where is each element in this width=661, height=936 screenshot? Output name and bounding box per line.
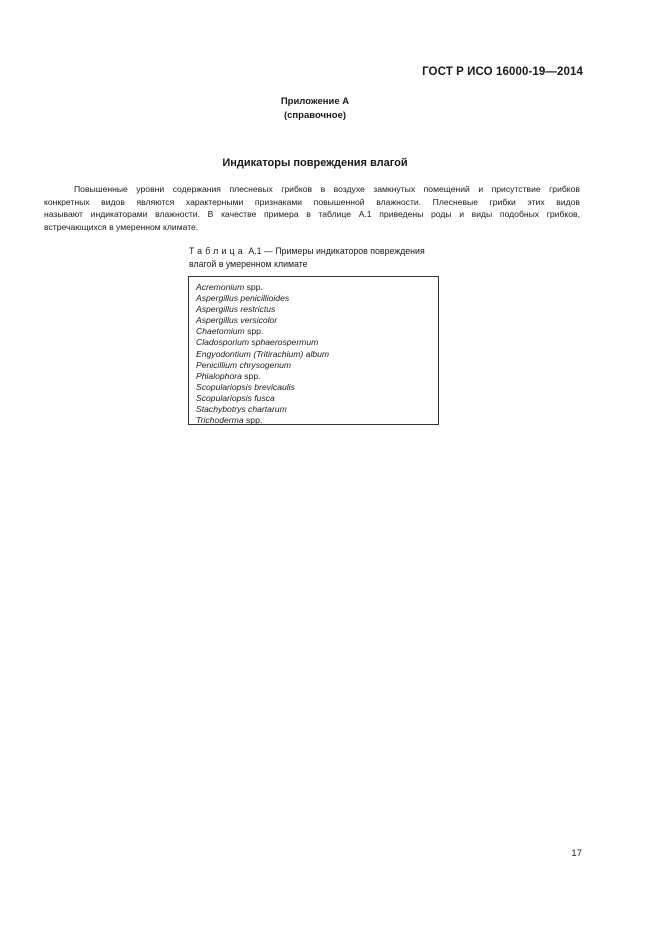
- table-row: [196, 349, 438, 360]
- species-name: Penicillium chrysogenum: [196, 359, 292, 370]
- table-row: [196, 326, 438, 337]
- species-name: Aspergillus penicillioides: [196, 293, 290, 304]
- table-row: [196, 337, 438, 348]
- species-suffix: spp.: [244, 326, 264, 337]
- species-name: Aspergillus restrictus: [196, 304, 276, 315]
- table-row: [196, 404, 438, 415]
- species-name: Cladosporium sphaerospermum: [196, 337, 319, 348]
- table-row: [196, 382, 438, 393]
- table-row: [196, 371, 438, 382]
- annex-status: (справочное): [283, 110, 347, 121]
- body-line-3: называют индикаторами влажности. В качестве примера в таблице А.1 приведены роды и виды подобных грибков,: [44, 209, 580, 220]
- table-caption-label: Таблица: [189, 246, 246, 256]
- species-suffix: spp.: [244, 282, 263, 292]
- species-name: Stachybotrys chartarum: [196, 404, 287, 415]
- species-suffix: spp.: [241, 370, 261, 381]
- body-paragraph: [44, 183, 580, 233]
- table-row: [196, 360, 438, 371]
- annex-heading: [0, 95, 630, 123]
- table-caption-number: А.1 — Примеры индикаторов повреждения: [248, 246, 425, 256]
- species-table: [188, 276, 439, 425]
- species-name: Engyodontium (Tritirachium) album: [196, 348, 330, 359]
- species-name: Phialophora: [196, 370, 242, 381]
- table-row: [196, 393, 438, 404]
- table-row: [196, 415, 438, 426]
- table-row: [196, 315, 438, 326]
- species-name: Acremonium: [196, 282, 245, 292]
- table-caption-line2: влагой в умеренном климате: [189, 258, 308, 269]
- standard-header: ГОСТ Р ИСО 16000-19—2014: [422, 66, 583, 78]
- body-line-1: Повышенные уровни содержания плесневых грибков в воздухе замкнутых помещений и присутствие грибков: [74, 184, 580, 194]
- species-name: Trichoderma: [196, 415, 244, 426]
- table-row: [196, 304, 438, 315]
- table-row: [196, 293, 438, 304]
- species-name: Chaetomium: [196, 326, 245, 337]
- page-number: 17: [571, 848, 582, 859]
- species-name: Scopulariopsis fusca: [196, 392, 275, 403]
- species-name: Scopulariopsis brevicaulis: [196, 381, 295, 392]
- species-name: Aspergillus versicolor: [196, 315, 278, 326]
- species-suffix: spp.: [243, 415, 263, 426]
- table-caption: [189, 245, 489, 270]
- annex-title: Индикаторы повреждения влагой: [222, 157, 408, 169]
- annex-label: Приложение А: [280, 96, 350, 107]
- body-line-2: конкретных видов являются характерными признаками повышенной влажности. Плесневые грибки этих видов: [44, 196, 580, 207]
- table-row: [196, 282, 438, 293]
- body-line-4: встречающихся в умеренном климате.: [44, 221, 199, 232]
